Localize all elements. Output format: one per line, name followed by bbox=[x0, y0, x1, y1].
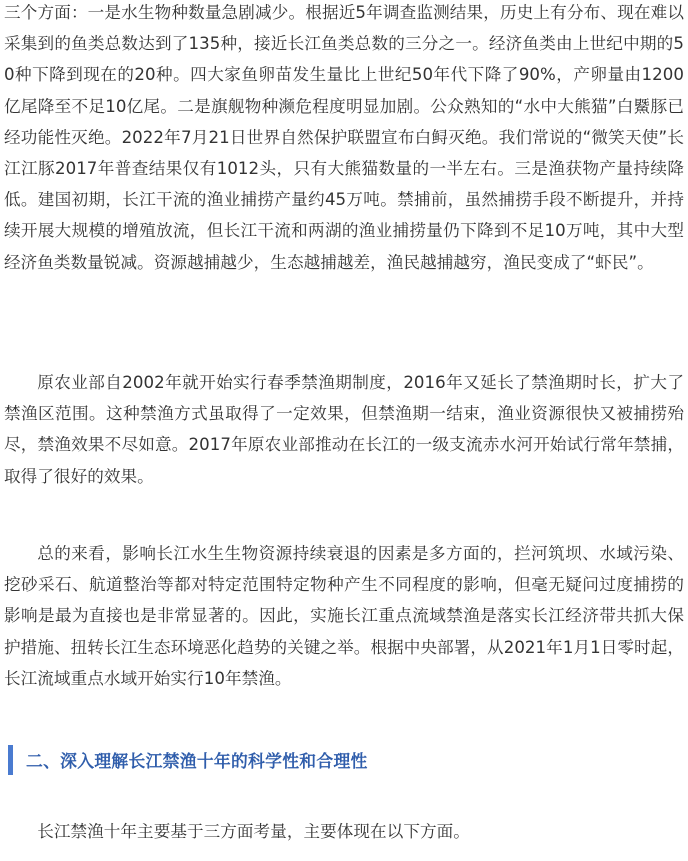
paragraph-species-decline: 三个方面：一是水生物种数量急剧减少。根据近5年调查监测结果，历史上有分布、现在难以采集到的鱼类总数达到了135种，接近长江鱼类总数的三分之一。经济鱼类由上世纪中期的50种下降到现在的20种。四大家鱼卵苗发生量比上世纪50年代下降了90%，产卵量由1200亿尾降至不足10亿尾。二是旗舰物种濒危程度明显加剧。公众熟知的“水中大熊猫”白鱀豚已经功能性灭绝。2022年7月21日世界自然保护联盟宣布白鲟灭绝。我们常说的“微笑天使”长江江豚2017年普查结果仅有1012头，只有大熊猫数量的一半左右。三是渔获物产量持续降低。建国初期，长江干流的渔业捕捞产量约45万吨。禁捕前，虽然捕捞手段不断提升，并持续开展大规模的增殖放流，但长江干流和两湖的渔业捕捞量仍下降到不足10万吨，其中大型经济鱼类数量锐减。资源越捕越少，生态越捕越差，渔民越捕越穷，渔民变成了“虾民”。 bbox=[4, 3, 684, 272]
paragraph-fishing-ban-history: 原农业部自2002年就开始实行春季禁渔期制度，2016年又延长了禁渔期时长，扩大了禁渔区范围。这种禁渔方式虽取得了一定效果，但禁渔期一结束，渔业资源很快又被捕捞殆尽，禁渔效果不尽如意。2017年原农业部推动在长江的一级支流赤水河开始试行常年禁捕，取得了很好的效果。 bbox=[4, 373, 684, 486]
heading-accent-bar bbox=[8, 745, 13, 775]
section-heading bbox=[8, 745, 684, 775]
section-heading-title: 二、深入理解长江禁渔十年的科学性和合理性 bbox=[26, 751, 368, 771]
paragraph-ten-year-ban-intro: 长江禁渔十年主要基于三方面考量，主要体现在以下方面。 bbox=[37, 822, 470, 841]
paragraph-overall-analysis: 总的来看，影响长江水生生物资源持续衰退的因素是多方面的，拦河筑坝、水域污染、挖砂采石、航道整治等都对特定范围特定物种产生不同程度的影响，但毫无疑问过度捕捞的影响是最为直接也是非常显著的。因此，实施长江重点流域禁渔是落实长江经济带共抓大保护措施、扭转长江生态环境恶化趋势的关键之举。根据中央部署，从2021年1月1日零时起，长江流域重点水域开始实行10年禁渔。 bbox=[4, 544, 684, 688]
